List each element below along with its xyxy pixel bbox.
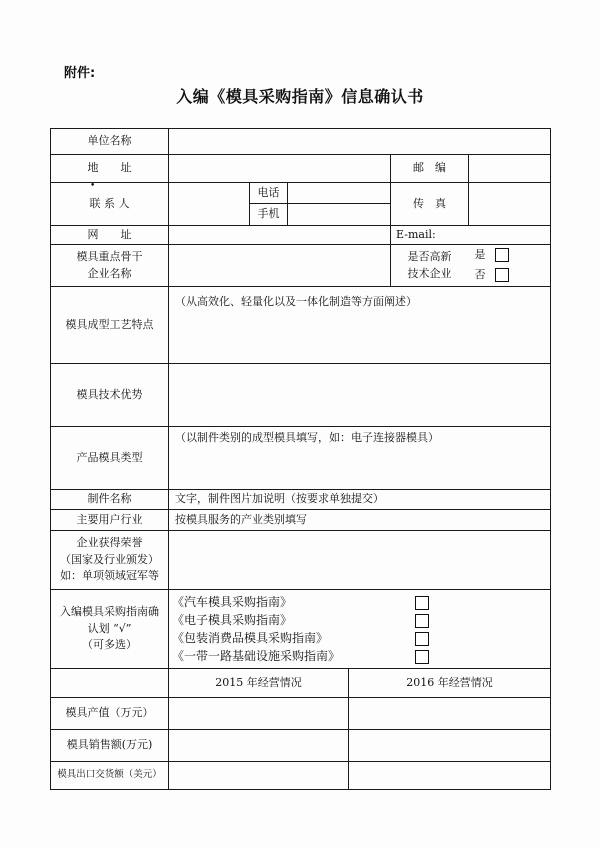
phone-field[interactable] — [288, 183, 390, 203]
honor-line2: （国家及行业颁发） — [60, 552, 159, 566]
industry-label: 主要用户行业 — [76, 512, 143, 526]
guide-belt-road-checkbox[interactable] — [415, 650, 429, 664]
hightech-label — [391, 245, 468, 286]
tech-advantage-label: 模具技术优势 — [76, 387, 143, 401]
part-name-label: 制件名称 — [87, 492, 132, 506]
process-field[interactable]: （从高效化、轻量化以及一体化制造等方面阐述） — [175, 295, 417, 308]
key-enterprise-line2: 企业名称 — [87, 266, 132, 280]
industry-field[interactable]: 按模具服务的产业类别填写 — [175, 512, 307, 526]
rule — [550, 128, 551, 790]
bullet-mark: • — [90, 181, 96, 191]
guide-plan-line1: 入编模具采购指南确 — [60, 605, 159, 619]
export-2016-field[interactable] — [349, 762, 550, 789]
guide-plan-line2: 认划 “√” — [87, 621, 132, 635]
attachment-label: 附件: — [64, 66, 96, 81]
postcode-label: 邮 编 — [413, 161, 446, 175]
email-label: E-mail: — [396, 227, 436, 241]
product-type-label: 产品模具类型 — [76, 450, 143, 464]
honor-line1: 企业获得荣誉 — [76, 536, 143, 550]
sales-2015-field[interactable] — [169, 730, 348, 761]
guide-auto-label: 《汽车模具采购指南》 — [172, 595, 293, 609]
page-title: 入编《模具采购指南》信息确认书 — [176, 87, 424, 106]
mobile-label: 手机 — [257, 207, 280, 221]
guide-packaging-label: 《包装消费品模具采购指南》 — [172, 631, 329, 645]
output-value-label: 模具产值（万元） — [65, 706, 154, 720]
honor-label — [51, 531, 168, 589]
output-2015-field[interactable] — [169, 698, 348, 729]
address-label: 地 址 — [87, 161, 132, 175]
website-field[interactable] — [169, 226, 390, 244]
hightech-line2: 技术企业 — [407, 266, 452, 280]
guide-belt-road-label: 《一带一路基础设施采购指南》 — [172, 649, 341, 663]
no-label: 否 — [474, 267, 486, 281]
mobile-field[interactable] — [288, 204, 390, 225]
part-name-field[interactable]: 文字，制件图片加说明（按要求单独提交） — [175, 492, 384, 506]
guide-packaging-checkbox[interactable] — [415, 632, 429, 646]
product-type-field[interactable]: （以制件类别的成型模具填写，如：电子连接器模具） — [175, 431, 439, 444]
honor-field[interactable] — [169, 531, 550, 589]
key-enterprise-line1: 模具重点骨干 — [76, 250, 143, 263]
phone-label: 电话 — [257, 185, 280, 199]
guide-electronics-checkbox[interactable] — [415, 614, 429, 628]
website-label: 网 址 — [87, 227, 132, 241]
process-label: 模具成型工艺特点 — [65, 317, 154, 331]
unit-name-label: 单位名称 — [87, 134, 132, 148]
export-label: 模具出口交货额（美元） — [57, 769, 162, 781]
contact-label: 联 系 人 — [89, 196, 130, 210]
fax-label: 传 真 — [413, 196, 446, 210]
key-enterprise-field[interactable] — [169, 245, 390, 286]
guide-electronics-label: 《电子模具采购指南》 — [172, 613, 293, 627]
honor-line3: 如：单项领域冠军等 — [60, 569, 159, 583]
sales-2016-field[interactable] — [349, 730, 550, 761]
guide-auto-checkbox[interactable] — [415, 596, 429, 610]
hightech-yes-checkbox[interactable] — [495, 248, 509, 262]
export-2015-field[interactable] — [169, 762, 348, 789]
rule — [50, 789, 551, 790]
fax-field[interactable] — [469, 183, 550, 225]
key-enterprise-label — [51, 245, 168, 286]
year-2016-header: 2016 年经营情况 — [406, 675, 493, 689]
sales-label: 模具销售额(万元) — [66, 738, 153, 752]
output-2016-field[interactable] — [349, 698, 550, 729]
hightech-no-checkbox[interactable] — [495, 268, 509, 282]
tech-advantage-field[interactable] — [169, 364, 550, 426]
guide-plan-label — [51, 590, 168, 668]
unit-name-field[interactable] — [169, 129, 550, 154]
yes-label: 是 — [474, 247, 486, 261]
postcode-field[interactable] — [469, 155, 550, 182]
address-field[interactable] — [169, 155, 390, 182]
contact-field[interactable] — [169, 183, 249, 225]
year-2015-header: 2015 年经营情况 — [215, 675, 302, 689]
hightech-line1: 是否高新 — [407, 250, 452, 263]
guide-plan-line3: （可多选） — [82, 638, 137, 652]
